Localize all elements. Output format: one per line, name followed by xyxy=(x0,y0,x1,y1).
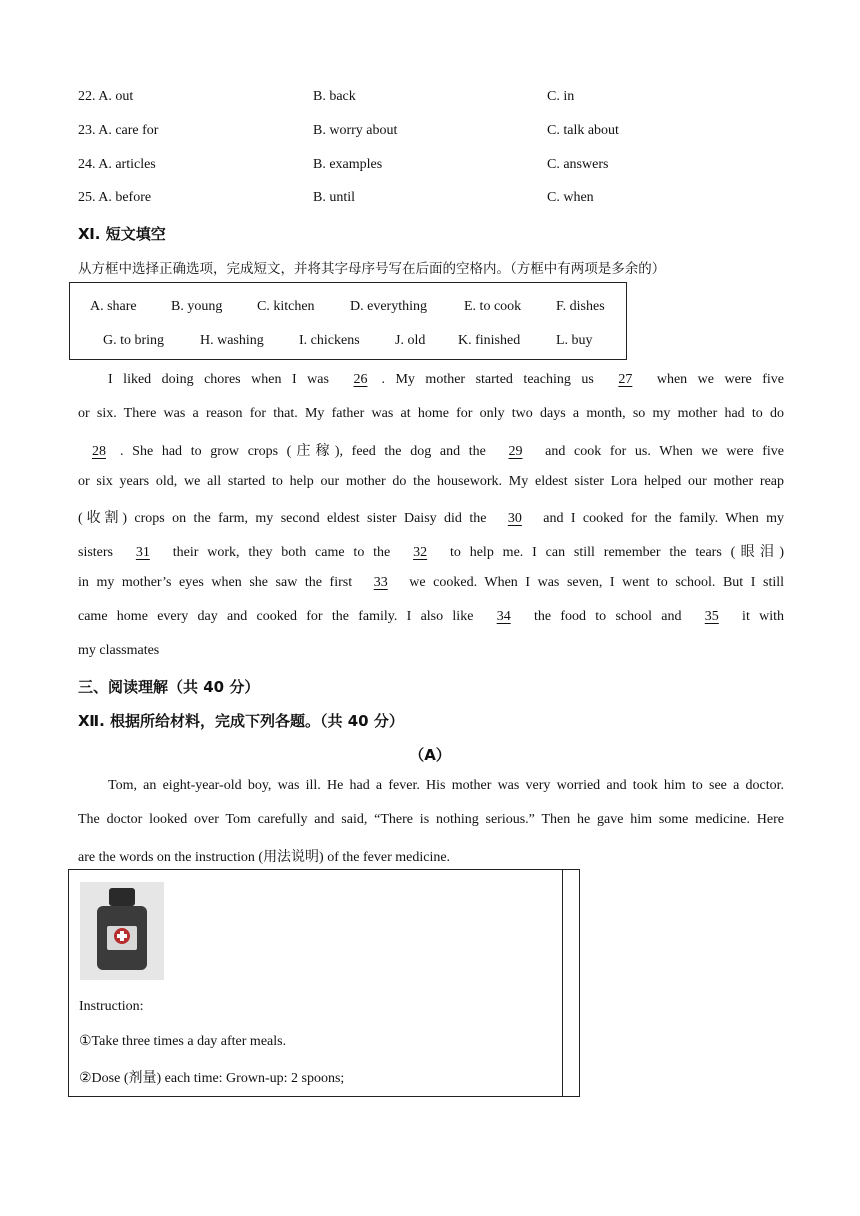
passage-line: Tom, an eight-year-old boy, was ill. He had a fever. His mother was very worried and took him to see a doctor. xyxy=(108,778,784,793)
word-option: B. young xyxy=(171,299,223,314)
word-option: I. chickens xyxy=(299,333,360,348)
option-b: B. until xyxy=(313,190,356,205)
passage-line: are the words on the instruction (用法说明) of the fever medicine. xyxy=(78,850,451,865)
option-row-24 xyxy=(78,157,798,177)
part-three-title: 三、阅读理解（共 40 分） xyxy=(78,678,260,696)
word-bank-row-2 xyxy=(70,333,626,353)
option-a: 25. A. before xyxy=(78,190,152,205)
passage-line: The doctor looked over Tom carefully and said, “There is nothing serious.” Then he gave him some medicine. Here xyxy=(78,812,784,827)
medicine-bottle-icon xyxy=(80,882,164,980)
passage-line: sisters 31 their work, they both came to the 32 to help me. I can still remember the tears (眼泪) xyxy=(78,545,784,560)
word-bank-box xyxy=(69,282,627,360)
option-a: 23. A. care for xyxy=(78,123,159,138)
option-b: B. worry about xyxy=(313,123,398,138)
section-xi-title: Ⅺ. 短文填空 xyxy=(78,225,166,243)
word-option: C. kitchen xyxy=(257,299,315,314)
option-c: C. when xyxy=(547,190,594,205)
answer-blank-30[interactable]: 30 xyxy=(507,511,522,526)
word-option: E. to cook xyxy=(464,299,522,314)
answer-blank-31[interactable]: 31 xyxy=(135,545,150,560)
word-option: L. buy xyxy=(556,333,593,348)
option-a: 24. A. articles xyxy=(78,157,156,172)
passage-line: came home every day and cooked for the family. I also like 34 the food to school and 35 it with xyxy=(78,609,785,624)
answer-blank-33[interactable]: 33 xyxy=(373,575,388,590)
word-bank-row-1 xyxy=(70,299,626,319)
option-row-25 xyxy=(78,190,798,210)
option-c: C. in xyxy=(547,89,575,104)
passage-line: my classmates xyxy=(78,643,160,658)
word-option: F. dishes xyxy=(556,299,605,314)
passage-line: in my mother’s eyes when she saw the first 33 we cooked. When I was seven, I went to school. But I still xyxy=(78,575,784,590)
passage-line: I liked doing chores when I was 26 . My mother started teaching us 27 when we were five xyxy=(108,372,784,387)
option-row-22 xyxy=(78,89,798,109)
option-b: B. back xyxy=(313,89,356,104)
column-divider xyxy=(562,870,563,1096)
option-c: C. talk about xyxy=(547,123,619,138)
word-option: D. everything xyxy=(350,299,427,314)
answer-blank-29[interactable]: 29 xyxy=(508,444,523,459)
word-option: K. finished xyxy=(458,333,521,348)
instruction-item-2: ②Dose (剂量) each time: Grown-up: 2 spoons; xyxy=(79,1071,345,1086)
word-option: H. washing xyxy=(200,333,264,348)
section-xi-instruction: 从方框中选择正确选项，完成短文，并将其字母序号写在后面的空格内。（方框中有两项是多余的） xyxy=(78,261,666,277)
option-c: C. answers xyxy=(547,157,609,172)
section-xii-title: Ⅻ. 根据所给材料，完成下列各题。（共 40 分） xyxy=(78,712,404,730)
option-b: B. examples xyxy=(313,157,383,172)
passage-line: (收割) crops on the farm, my second eldest sister Daisy did the 30 and I cooked for the family. When my xyxy=(78,511,784,526)
word-option: G. to bring xyxy=(103,333,165,348)
medicine-instruction-box xyxy=(68,869,580,1097)
option-a: 22. A. out xyxy=(78,89,134,104)
answer-blank-26[interactable]: 26 xyxy=(353,372,368,387)
option-row-23 xyxy=(78,123,798,143)
instruction-heading: Instruction: xyxy=(79,999,144,1014)
answer-blank-35[interactable]: 35 xyxy=(704,609,719,624)
word-option: A. share xyxy=(90,299,137,314)
instruction-item-1: ①Take three times a day after meals. xyxy=(79,1034,287,1049)
word-option: J. old xyxy=(395,333,426,348)
passage-line: 28 . She had to grow crops (庄稼), feed the dog and the 29 and cook for us. When we were five xyxy=(78,440,784,460)
answer-blank-27[interactable]: 27 xyxy=(618,372,633,387)
reading-a-label: （A） xyxy=(409,746,451,764)
passage-line: or six. There was a reason for that. My father was at home for only two days a month, so my mother had to do xyxy=(78,406,784,421)
answer-blank-34[interactable]: 34 xyxy=(496,609,511,624)
answer-blank-32[interactable]: 32 xyxy=(413,545,428,560)
passage-line: or six years old, we all started to help our mother do the housework. My eldest sister Lora helped our mother reap xyxy=(78,474,784,489)
answer-blank-28[interactable]: 28 xyxy=(92,444,106,459)
